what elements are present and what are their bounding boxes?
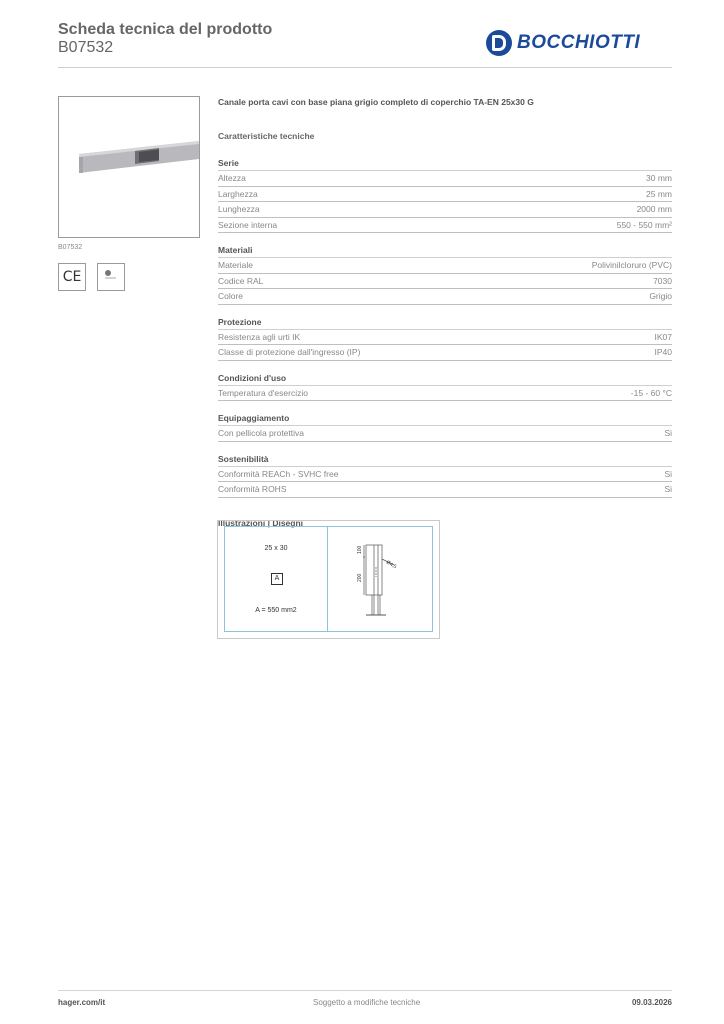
illustration-panels — [224, 526, 433, 632]
spec-group-protezione — [218, 315, 672, 361]
spec-label: Lunghezza — [218, 204, 260, 214]
footer-divider — [58, 990, 672, 991]
section-drawing — [225, 527, 328, 631]
spec-row — [218, 274, 672, 290]
brand-logo-icon — [486, 30, 512, 56]
technical-drawing-icon — [328, 527, 432, 631]
spec-label: Conformità ROHS — [218, 484, 287, 494]
spec-row — [218, 202, 672, 218]
spec-row — [218, 482, 672, 498]
spec-row — [218, 289, 672, 305]
illustrations-title: Illustrazioni | Disegni — [218, 517, 304, 528]
dim-bottom: 200 — [357, 573, 363, 582]
spec-label: Con pellicola protettiva — [218, 428, 304, 438]
spec-group-sostenibilita — [218, 452, 672, 498]
group-title: Serie — [218, 156, 672, 171]
brand-logo — [486, 28, 640, 58]
page-title: Scheda tecnica del prodotto — [58, 21, 273, 38]
spec-row — [218, 467, 672, 483]
spec-label: Codice RAL — [218, 275, 264, 286]
spec-row — [218, 187, 672, 203]
product-description: Canale porta cavi con base piana grigio completo di coperchio TA-EN 25x30 G — [218, 97, 534, 107]
hole-dim: Ø4,5 — [385, 559, 398, 571]
spec-value: Si — [664, 468, 672, 479]
spec-value: 30 mm — [646, 173, 672, 183]
product-code-heading: B07532 — [58, 39, 114, 56]
spec-row — [218, 426, 672, 442]
ce-label: CE — [62, 269, 82, 285]
group-title: Equipaggiamento — [218, 411, 672, 426]
spec-value: -15 - 60 °C — [630, 387, 672, 398]
quality-mark-icon — [97, 263, 125, 291]
brand-name: BOCCHIOTTI — [517, 32, 641, 53]
spec-content — [218, 96, 672, 528]
spec-label: Conformità REACh - SVHC free — [218, 468, 339, 479]
spec-label: Altezza — [218, 173, 246, 183]
group-title: Protezione — [218, 315, 672, 330]
spec-label: Materiale — [218, 260, 253, 270]
ce-mark-icon — [58, 263, 86, 291]
certification-icon — [101, 267, 121, 287]
footer-website: hager.com/it — [58, 998, 106, 1007]
spec-label: Sezione interna — [218, 219, 278, 230]
mounting-drawing — [328, 527, 432, 631]
spec-value: IK07 — [654, 331, 672, 342]
spec-group-materiali — [218, 243, 672, 305]
spec-row — [218, 386, 672, 402]
spec-row — [218, 218, 672, 234]
spec-group-serie — [218, 156, 672, 233]
product-image-frame — [58, 96, 200, 238]
spec-row — [218, 258, 672, 274]
footer-note: Soggetto a modifiche tecniche — [313, 998, 421, 1007]
spec-group-equipaggiamento — [218, 411, 672, 442]
size-label: 25 x 30 — [264, 545, 288, 552]
spec-value: Grigio — [649, 291, 672, 301]
specs-title: Caratteristiche tecniche — [218, 131, 315, 141]
spec-label: Colore — [218, 291, 244, 301]
illustration-frame — [217, 520, 440, 639]
spec-label: Larghezza — [218, 188, 258, 199]
footer-date: 09.03.2026 — [631, 998, 672, 1007]
spec-value: 25 mm — [646, 188, 672, 199]
area-label: A = 550 mm2 — [255, 607, 297, 614]
group-title: Sostenibilità — [218, 452, 672, 467]
spec-label: Classe di protezione dall'ingresso (IP) — [218, 347, 361, 357]
group-title: Condizioni d'uso — [218, 371, 672, 386]
header-divider — [58, 67, 672, 68]
spec-value: Polivinilcloruro (PVC) — [591, 260, 672, 270]
spec-label: Temperatura d'esercizio — [218, 387, 308, 398]
area-box: A — [271, 573, 283, 585]
spec-value: 2000 mm — [636, 204, 672, 214]
cable-duct-image — [79, 137, 199, 177]
spec-group-condizioni — [218, 371, 672, 402]
dim-top: 100 — [357, 545, 363, 554]
spec-value: 550 - 550 mm² — [616, 219, 672, 230]
spec-value: 7030 — [653, 275, 672, 286]
spec-value: Si — [664, 484, 672, 494]
spec-row — [218, 345, 672, 361]
spec-value: IP40 — [654, 347, 672, 357]
spec-value: Si — [664, 428, 672, 438]
group-title: Materiali — [218, 243, 672, 258]
spec-row — [218, 171, 672, 187]
spec-label: Resistenza agli urti IK — [218, 331, 301, 342]
product-image-caption: B07532 — [58, 244, 83, 251]
spec-row — [218, 330, 672, 346]
